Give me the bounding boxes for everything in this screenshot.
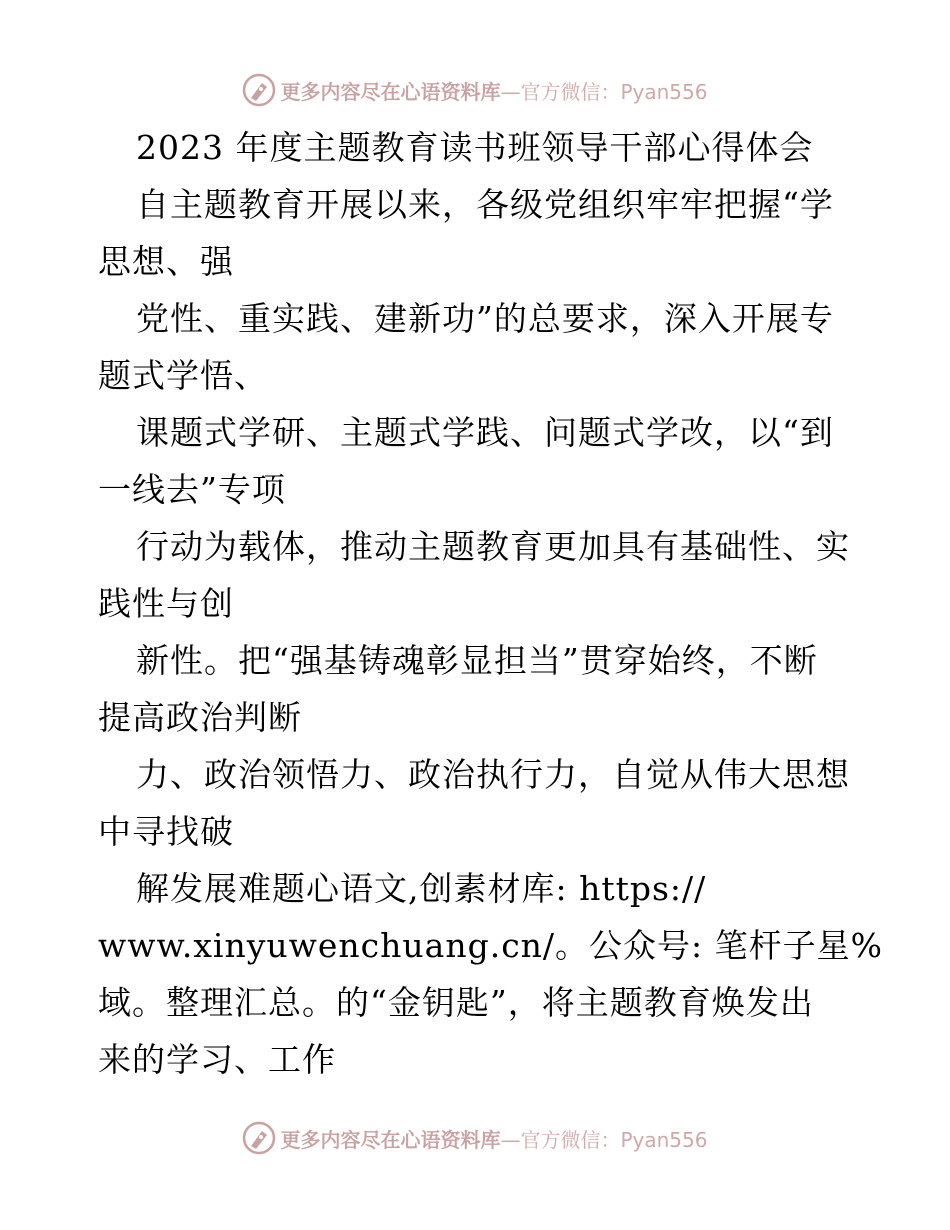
text-line: 力、政治领悟力、政治执行力，自觉从伟大思想 [136,755,850,794]
banner-main-text: 更多内容尽在心语资料库 [280,1127,501,1152]
header-watermark-banner [0,70,950,110]
text-line: 课题式学研、主题式学践、问题式学改，以“到 [136,413,834,452]
text-line: 中寻找破 [98,812,234,851]
text-line: 题式学悟、 [98,356,268,395]
text-line: 一线去”专项 [98,470,286,509]
banner-main-text: 更多内容尽在心语资料库 [280,79,501,104]
text-line: 解发展难题心语文,创素材库: https:// [136,869,707,908]
text-line: 域。整理汇总。的“金钥匙”，将主题教育焕发出 [98,983,814,1022]
text-line: 思想、强 [98,242,234,281]
pen-nib-logo-icon [242,73,276,107]
text-line: www.xinyuwenchuang.cn/。公众号: 笔杆子星% [98,926,884,965]
text-line: 自主题教育开展以来，各级党组织牢牢把握“学 [136,185,834,224]
text-line: 行动为载体，推动主题教育更加具有基础性、实 [136,527,850,566]
text-line: 提高政治判断 [98,698,302,737]
text-line: 践性与创 [98,584,234,623]
text-line: 党性、重实践、建新功”的总要求，深入开展专 [136,299,834,338]
banner-contact-text: —官方微信：Pyan556 [500,79,708,104]
text-line: 来的学习、工作 [98,1040,336,1079]
footer-watermark-banner [0,1118,950,1158]
document-title: 2023 年度主题教育读书班领导干部心得体会 [136,128,814,167]
banner-contact-text: —官方微信：Pyan556 [500,1127,708,1152]
pen-nib-logo-icon [242,1121,276,1155]
text-line: 新性。把“强基铸魂彰显担当”贯穿始终，不断 [136,641,818,680]
